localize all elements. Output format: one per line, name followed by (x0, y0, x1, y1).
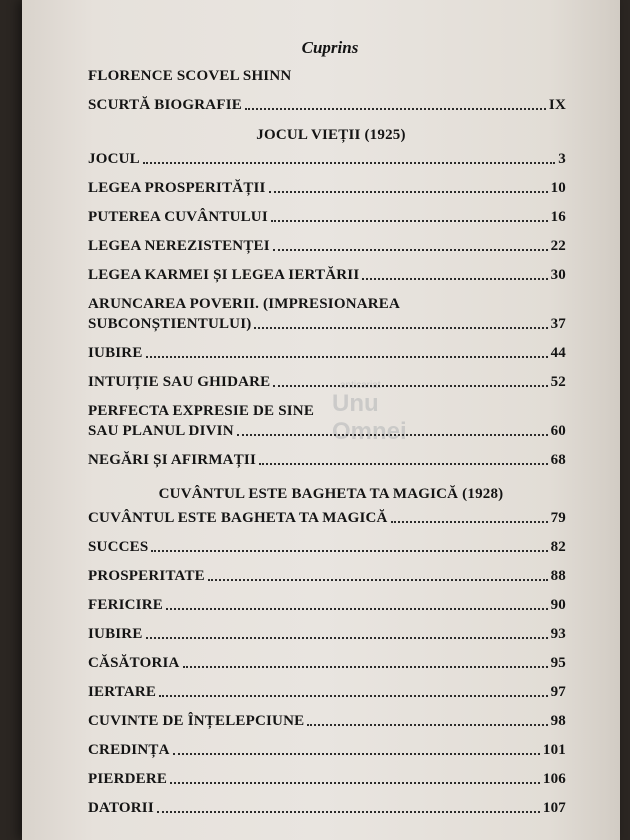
entry-title: NEGĂRI ȘI AFIRMAȚII (88, 452, 256, 468)
toc-entry[interactable] (88, 450, 566, 470)
entry-page: 107 (542, 800, 566, 816)
book-page (22, 0, 620, 840)
dot-leader (271, 220, 548, 222)
dot-leader (146, 356, 548, 358)
toc-entry[interactable] (88, 149, 566, 169)
toc-entry[interactable] (88, 178, 566, 198)
dot-leader (170, 782, 540, 784)
toc-entry[interactable] (88, 236, 566, 256)
entry-title: JOCUL (88, 151, 140, 167)
entry-page: 22 (550, 238, 566, 254)
entry-page: 82 (550, 539, 566, 555)
toc-entry[interactable] (88, 769, 566, 789)
dot-leader (143, 162, 555, 164)
entry-page: 16 (550, 209, 566, 225)
toc-title: Cuprins (301, 38, 359, 57)
dot-leader (254, 327, 547, 329)
entry-page: 93 (550, 626, 566, 642)
dot-leader (362, 278, 547, 280)
entry-page: 98 (550, 713, 566, 729)
entry-title-line2: SUBCONȘTIENTULUI) (88, 316, 252, 332)
entry-page: 10 (550, 180, 566, 196)
dot-leader (157, 811, 540, 813)
entry-title: LEGEA NEREZISTENȚEI (88, 238, 270, 254)
entry-page: 79 (550, 510, 566, 526)
dot-leader (159, 695, 547, 697)
toc-entry[interactable] (88, 537, 566, 557)
entry-page: 52 (550, 374, 566, 390)
dot-leader (273, 249, 548, 251)
watermark-main: Unu Omnei (332, 390, 407, 445)
dot-leader (166, 608, 548, 610)
toc-entry[interactable] (88, 508, 566, 528)
dot-leader (259, 463, 548, 465)
entry-line2 (88, 314, 566, 334)
dot-leader (151, 550, 547, 552)
entry-title-line1: ARUNCAREA POVERII. (IMPRESIONAREA (88, 296, 401, 312)
toc-entry[interactable] (88, 624, 566, 644)
entry-title: PIERDERE (88, 771, 168, 787)
entry-page: 3 (558, 151, 566, 167)
entry-title: LEGEA KARMEI ȘI LEGEA IERTĂRII (88, 267, 360, 283)
section-heading-1: JOCUL VIEȚII (1925) (256, 127, 406, 143)
entry-title-line1: PERFECTA EXPRESIE DE SINE (88, 403, 315, 419)
entry-title: PUTEREA CUVÂNTULUI (88, 209, 268, 225)
toc-entry[interactable] (88, 207, 566, 227)
toc-entry[interactable] (88, 595, 566, 615)
entry-title: SCURTĂ BIOGRAFIE (88, 97, 242, 113)
entry-title: IUBIRE (88, 626, 143, 642)
toc-entry[interactable] (88, 343, 566, 363)
entry-page: 95 (550, 655, 566, 671)
entry-title: LEGEA PROSPERITĂȚII (88, 180, 266, 196)
toc-entry[interactable] (88, 682, 566, 702)
entry-line2 (88, 421, 566, 441)
entry-page: 90 (550, 597, 566, 613)
dot-leader (208, 579, 548, 581)
entry-title: CREDINȚA (88, 742, 170, 758)
entry-title: IERTARE (88, 684, 157, 700)
toc-entry-author: FLORENCE SCOVEL SHINN (88, 68, 292, 84)
entry-title: CĂSĂTORIA (88, 655, 180, 671)
entry-page: 37 (550, 316, 566, 332)
toc-entry-multiline[interactable] (88, 401, 566, 441)
dot-leader (173, 753, 540, 755)
entry-title: DATORII (88, 800, 154, 816)
dot-leader (146, 637, 548, 639)
toc-entry[interactable] (88, 372, 566, 392)
dot-leader (391, 521, 548, 523)
entry-title: INTUIȚIE SAU GHIDARE (88, 374, 271, 390)
entry-title: SUCCES (88, 539, 149, 555)
entry-page: 88 (550, 568, 566, 584)
toc-entry-multiline[interactable] (88, 294, 566, 334)
entry-title-line2: SAU PLANUL DIVIN (88, 423, 234, 439)
dot-leader (245, 108, 546, 110)
section-heading-2: CUVÂNTUL ESTE BAGHETA TA MAGICĂ (1928) (158, 486, 504, 502)
entry-page: 97 (550, 684, 566, 700)
toc-entry[interactable] (88, 711, 566, 731)
entry-page: 68 (550, 452, 566, 468)
entry-title: CUVINTE DE ÎNȚELEPCIUNE (88, 713, 305, 729)
toc-entry[interactable] (88, 265, 566, 285)
entry-title: IUBIRE (88, 345, 143, 361)
entry-page: 44 (550, 345, 566, 361)
dot-leader (273, 385, 547, 387)
dot-leader (183, 666, 548, 668)
toc-entry[interactable] (88, 740, 566, 760)
entry-page: 106 (542, 771, 566, 787)
entry-title: CUVÂNTUL ESTE BAGHETA TA MAGICĂ (88, 510, 388, 526)
entry-page: IX (548, 97, 566, 113)
entry-page: 30 (550, 267, 566, 283)
dot-leader (269, 191, 548, 193)
dot-leader (307, 724, 547, 726)
entry-title: FERICIRE (88, 597, 163, 613)
dot-leader (237, 434, 548, 436)
watermark-top: anticariat (340, 380, 381, 391)
toc-entry[interactable] (88, 653, 566, 673)
toc-entry[interactable] (88, 798, 566, 818)
toc-entry-biography[interactable] (88, 95, 566, 115)
entry-page: 101 (542, 742, 566, 758)
toc-entry[interactable] (88, 566, 566, 586)
entry-page: 60 (550, 423, 566, 439)
table-of-contents (88, 38, 566, 818)
entry-title: PROSPERITATE (88, 568, 205, 584)
